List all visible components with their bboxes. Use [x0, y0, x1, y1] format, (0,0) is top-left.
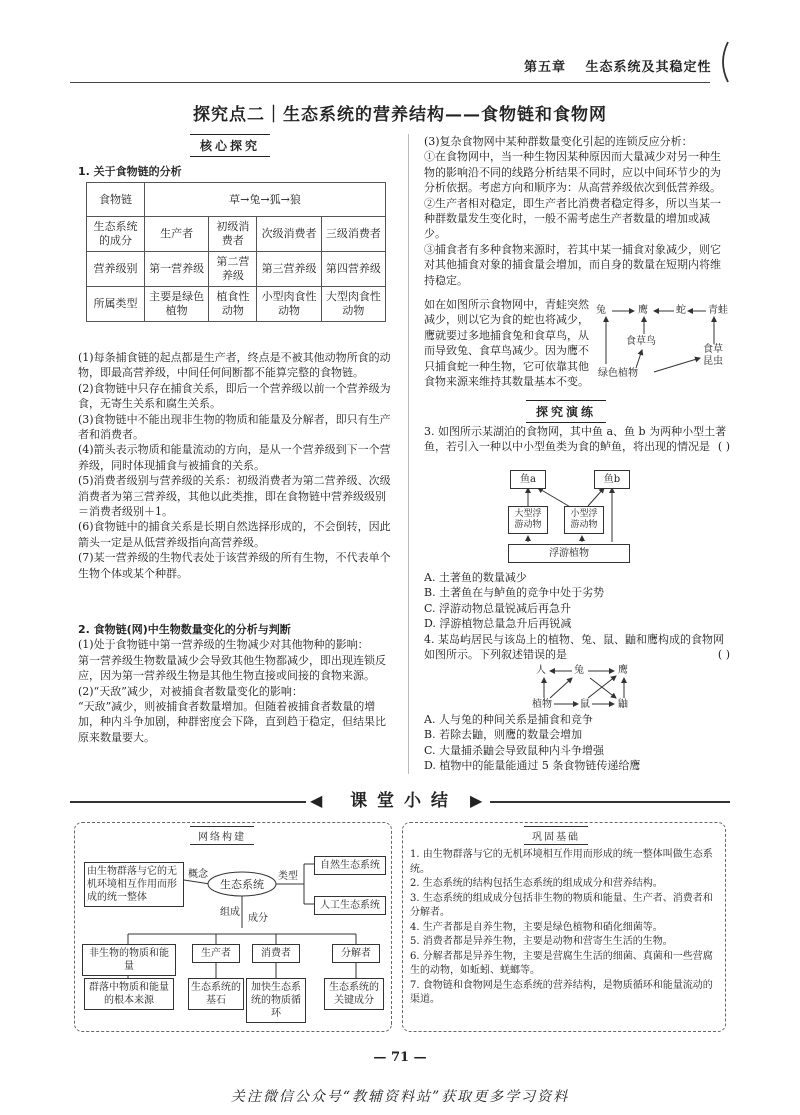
note-item: (5)消费者级别与营养级的关系：初级消费者为第二营养级、次级消费者为第三营养级，其他以此类推，即在食物链中营养级级别＝消费者级别＋1。: [78, 474, 391, 519]
arrow-right-icon: ▶: [470, 791, 483, 810]
q4-option-a[interactable]: A. 人与兔的种间关系是捕食和竞争: [424, 713, 593, 726]
p3-item: ③捕食者有多种食物来源时，若其中某一捕食对象减少，则它对其他捕食对象的捕食量会增加，而自身的数量在短期内将维持稳定。: [424, 242, 721, 287]
footer-note: 关注微信公众号“教辅资料站”获取更多学习资料: [230, 1089, 570, 1105]
web1-rabbit: 兔: [596, 305, 606, 316]
practice-head: 探究演练: [526, 400, 606, 423]
page-number: — 71 —: [373, 1050, 427, 1065]
corner-bracket-icon: [714, 40, 734, 84]
p3-item: ①在食物网中，当一种生物因某种原因而大量减少对另一种生物的影响沿不同的线路分析结果不同时，应以中间环节少的为分析依据。考虑方向和顺序为：从高营养级依次到低营养级。: [424, 150, 721, 195]
web1-plant: 绿色植物: [598, 368, 638, 379]
map-c3: 消费者: [252, 944, 300, 963]
chapter-title: 生态系统及其稳定性: [585, 60, 712, 75]
part1-heading: 1. 关于食物链的分析: [78, 165, 182, 178]
q4-diagram: [532, 664, 642, 712]
part2-line: (2)“天敌”减少，对被捕食者数量变化的影响：: [78, 684, 303, 698]
q4-rabbit: 兔: [574, 665, 584, 676]
q4-eagle: 鹰: [618, 665, 628, 676]
chapter-label: 第五章: [524, 60, 567, 75]
q3-option-d[interactable]: D. 浮游植物总量急升后再锐减: [424, 617, 572, 631]
map-c4: 分解者: [332, 944, 380, 963]
q3-fish-b: 鱼b: [594, 470, 630, 489]
table-cell: 第四营养级: [321, 252, 385, 287]
map-r3: 加快生态系统的物质循环: [246, 978, 306, 1023]
table-cell: 所属类型: [87, 287, 145, 322]
map-center: 生态系统: [220, 878, 264, 891]
food-chain-table: [86, 182, 386, 322]
map-components-label: 成分: [248, 913, 268, 924]
part2-line: “天敌”减少，则被捕食者数量增加。但随着被捕食者数量的增加，种内斗争加剧，种群密度会下降，直到趋于稳定，但结果比原来数量要大。: [78, 700, 386, 744]
table-cell: 食物链: [87, 183, 145, 217]
q4-answer-paren: ( ): [717, 648, 730, 662]
map-r4: 生态系统的关键成分: [324, 978, 384, 1010]
part1-notes: [78, 350, 396, 581]
note-item: (7)某一营养级的生物代表处于该营养级的所有生物，不代表单个生物个体或某个种群。: [78, 551, 391, 580]
map-composition-label: 组成: [220, 907, 240, 918]
map-c1: 非生物的物质和能量: [82, 944, 176, 976]
part2-line: 第一营养级生物数量减少会导致其他生物都减少，即出现连锁反应，因为第一营养级生物是其他生物直接或间接的食物来源。: [78, 653, 386, 683]
banner-rule-left: [70, 801, 306, 803]
part2-heading: 2. 食物链(网)中生物数量变化的分析与判断: [78, 623, 291, 636]
q3-big-zoo: 大型浮游动物: [508, 506, 548, 534]
table-cell: 生态系统的成分: [87, 217, 145, 252]
p3-title: (3)复杂食物网中某种群数量变化引起的连锁反应分析：: [424, 135, 693, 148]
table-row: [87, 287, 386, 322]
q4-option-d[interactable]: D. 植物中的能量能通过 5 条食物链传递给鹰: [424, 759, 641, 773]
web1-frog: 青蛙: [708, 305, 728, 316]
q4-stem-text: 4. 某岛屿居民与该岛上的植物、兔、鼠、鼬和鹰构成的食物网如图所示。下列叙述错误的是: [424, 633, 724, 662]
map-concept-label: 概念: [188, 869, 208, 880]
table-cell: 主要是绿色植物: [145, 287, 209, 322]
q4-option-c[interactable]: C. 大量捕杀鼬会导致鼠种内斗争增强: [424, 743, 605, 757]
header-rule: [70, 82, 710, 83]
p3-block: [424, 134, 730, 288]
p3-item: ②生产者相对稳定，即生产者比消费者稳定得多，所以当某一种群数量发生变化时，一般不需考虑生产者数量的增加或减少。: [424, 196, 721, 241]
part2-block: [78, 622, 396, 745]
note-item: (6)食物链中的捕食关系是长期自然选择形成的，不会倒转，因此箭头一定是从低营养级指向高营养级。: [78, 520, 391, 549]
q4-mouse: 鼠: [580, 699, 590, 710]
table-cell: 次级消费者: [257, 217, 321, 252]
chapter-header: [524, 56, 712, 75]
table-row: [87, 217, 386, 252]
table-cell: 小型肉食性动物: [257, 287, 321, 322]
map-r2: 生态系统的基石: [188, 978, 244, 1010]
p3-example: 如在如图所示食物网中，青蛙突然减少，则以它为食的蛇也将减少，鹰就要过多地捕食兔和食草鸟，从而导致兔、食草鸟减少。因为鹰不只捕食蛇一种生物，它可依靠其他食物来源来维持其数量基本不变。: [424, 298, 589, 389]
table-cell: 草→兔→狐→狼: [145, 183, 386, 217]
q3-diagram: [508, 468, 628, 566]
basics-item: 4. 生产者都是自养生物，主要是绿色植物和硝化细菌等。: [410, 921, 663, 933]
web1-snake: 蛇: [676, 305, 686, 316]
note-item: (3)食物链中不能出现非生物的物质和能量及分解者，即只有生产者和消费者。: [78, 412, 391, 442]
q3-options: [424, 570, 730, 632]
q4-options: [424, 712, 730, 774]
basics-list: [410, 848, 716, 1008]
basics-head: 巩固基础: [524, 826, 588, 845]
web1-insect: 食草昆虫: [703, 344, 723, 367]
q3-stem: [424, 424, 730, 455]
table-row: [87, 252, 386, 287]
table-cell: 植食性动物: [209, 287, 257, 322]
map-c2: 生产者: [192, 944, 240, 963]
basics-item: 3. 生态系统的组成成分包括非生物的物质和能量、生产者、消费者和分解者。: [410, 892, 713, 918]
q4-plant: 植物: [532, 699, 552, 710]
table-cell: 第二营养级: [209, 252, 257, 287]
map-r1: 群落中物质和能量的根本来源: [84, 978, 174, 1010]
map-definition: 由生物群落与它的无机环境相互作用而形成的统一整体: [84, 862, 184, 907]
q4-human: 人: [536, 665, 546, 676]
map-natural: 自然生态系统: [314, 856, 386, 875]
note-item: (4)箭头表示物质和能量流动的方向，是从一个营养级到下一个营养级，同时体现捕食与被捕食的关系。: [78, 443, 391, 472]
q4-stem: [424, 632, 730, 663]
table-row: [87, 183, 386, 217]
table-cell: 大型肉食性动物: [321, 287, 385, 322]
concept-map: [80, 846, 388, 1028]
table-cell: 第一营养级: [145, 252, 209, 287]
web1-bird: 食草鸟: [626, 336, 656, 347]
q3-small-zoo: 小型浮游动物: [564, 506, 604, 534]
arrow-left-icon: ◀: [310, 791, 323, 810]
summary-title: 课 堂 小 结: [350, 791, 450, 811]
q3-stem-text: 3. 如图所示某湖泊的食物网，其中鱼 a、鱼 b 为两种小型土著鱼，若引入一种以中小型鱼类为食的鲈鱼，将出现的情况是: [424, 425, 727, 454]
note-item: (1)每条捕食链的起点都是生产者，终点是不被其他动物所食的动物，即最高营养级，中间任何间断都不能算完整的食物链。: [78, 351, 391, 380]
column-divider: [408, 134, 409, 774]
table-cell: 第三营养级: [257, 252, 321, 287]
q3-phyto: 浮游植物: [508, 544, 630, 563]
concept-map-head: 网络构建: [190, 826, 254, 845]
q4-weasel: 鼬: [618, 699, 628, 710]
q3-answer-paren: ( ): [717, 440, 730, 454]
q3-fish-a: 鱼a: [510, 470, 546, 489]
basics-item: 2. 生态系统的结构包括生态系统的组成成分和营养结构。: [410, 878, 663, 889]
basics-item: 6. 分解者都是异养生物，主要是营腐生生活的细菌、真菌和一些营腐生的动物，如蚯蚓、蜣螂等。: [410, 950, 713, 976]
section-title: 探究点二｜生态系统的营养结构——食物链和食物网: [193, 105, 607, 125]
table-cell: 三级消费者: [321, 217, 385, 252]
basics-item: 7. 食物链和食物网是生态系统的营养结构，是物质循环和能量流动的渠道。: [410, 979, 713, 1005]
food-web-1: [596, 300, 736, 392]
q3-option-c[interactable]: C. 浮游动物总量锐减后再急升: [424, 601, 572, 615]
map-type-label: 类型: [278, 871, 298, 882]
part2-line: (1)处于食物链中第一营养级的生物减少对其他物种的影响：: [78, 638, 369, 652]
q3-option-b[interactable]: B. 土著鱼在与鲈鱼的竞争中处于劣势: [424, 586, 605, 600]
table-cell: 生产者: [145, 217, 209, 252]
web1-eagle: 鹰: [638, 305, 648, 316]
basics-item: 5. 消费者都是异养生物，主要是动物和营寄生生活的生物。: [410, 936, 673, 947]
summary-banner: [70, 790, 730, 814]
q4-option-b[interactable]: B. 若除去鼬，则鹰的数量会增加: [424, 728, 583, 742]
q3-option-a[interactable]: A. 土著鱼的数量减少: [424, 571, 527, 584]
basics-item: 1. 由生物群落与它的无机环境相互作用而形成的统一整体叫做生态系统。: [410, 849, 713, 875]
banner-rule-right: [490, 801, 730, 803]
map-artificial: 人工生态系统: [314, 896, 386, 915]
core-explore-head: 核心探究: [190, 134, 270, 157]
table-cell: 初级消费者: [209, 217, 257, 252]
note-item: (2)食物链中只存在捕食关系，即后一个营养级以前一个营养级为食，无寄生关系和腐生关系。: [78, 381, 391, 411]
table-cell: 营养级别: [87, 252, 145, 287]
